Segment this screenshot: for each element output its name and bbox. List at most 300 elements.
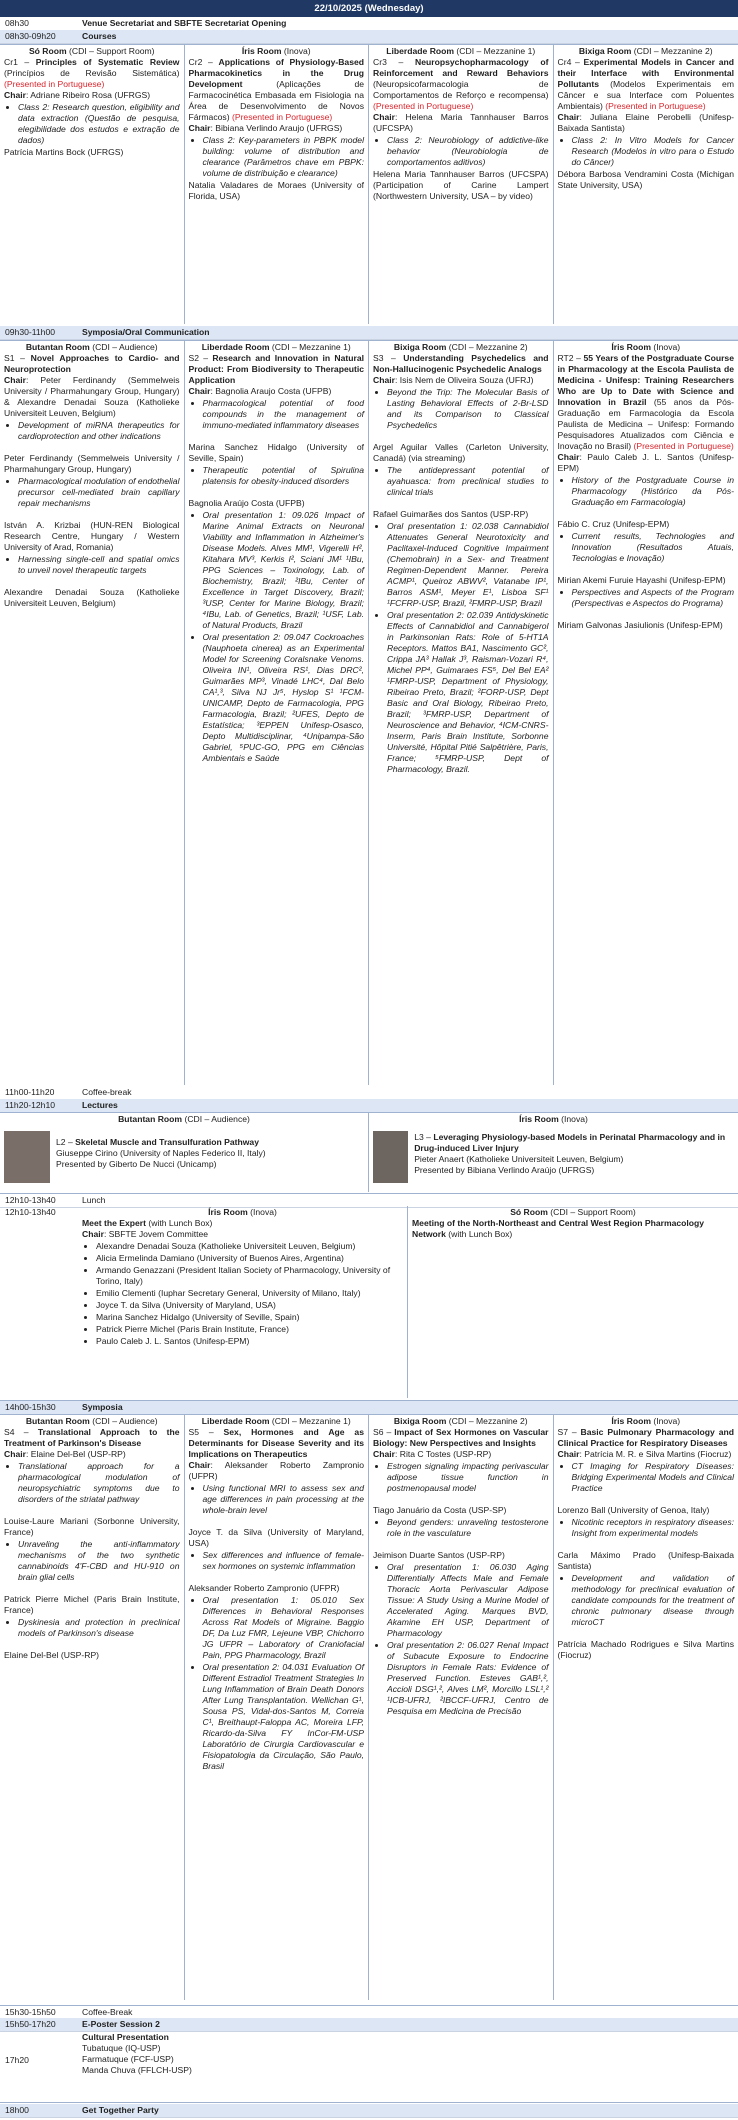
- talk-item: [572, 587, 735, 609]
- session-code: Cr2 –: [188, 57, 219, 67]
- talk-speaker: Lorenzo Ball (University of Genoa, Italy): [557, 1505, 710, 1515]
- talk-item: [203, 1550, 365, 1572]
- talk-item: [387, 1562, 549, 1639]
- talk-list: [373, 1562, 549, 1639]
- coffee-label: Coffee-Break: [82, 2007, 133, 2017]
- cultural-item: Tubatuque (IQ-USP): [82, 2043, 161, 2053]
- lecture-presenter: Presented by Bibiana Verlindo Araújo (UFRGS): [414, 1165, 595, 1175]
- gap: [4, 443, 180, 453]
- time-cell: 15h30-15h50: [5, 2007, 56, 2017]
- chair-name: : Isis Nem de Oliveira Souza (UFRJ): [394, 375, 534, 385]
- chair-name: : SBFTE Jovem Committee: [103, 1229, 209, 1239]
- session-title: Impact of Sex Hormones on Vascular Biology: New Perspectives and Insights: [373, 1427, 549, 1448]
- lecture-l3: [369, 1113, 738, 1192]
- speaker-photo: [373, 1131, 408, 1183]
- session-title: Principles of Systematic Review: [35, 57, 180, 67]
- gap: [373, 1495, 549, 1505]
- room-name: [4, 342, 180, 353]
- gap: [558, 1495, 735, 1505]
- meet-the-expert: [78, 1206, 408, 1398]
- chair: [373, 375, 549, 386]
- session-code: S1 –: [4, 353, 31, 363]
- room-label: Liberdade Room: [386, 46, 455, 56]
- cultural-item: Manda Chuva (FFLCH-USP): [82, 2065, 192, 2075]
- room-sub: (Inova): [651, 342, 681, 352]
- portuguese-note: (Presented in Portuguese): [373, 101, 474, 111]
- speaker-photo: [4, 1131, 50, 1183]
- talk-list: [4, 1461, 180, 1505]
- talk-item: [387, 135, 549, 168]
- lecture-l2: [0, 1113, 369, 1192]
- opening-label: Venue Secretariat and SBFTE Secretariat Opening: [82, 18, 287, 28]
- talk-title: CT Imaging for Respiratory Diseases: Bridging Experimental Models and Clinical Practice: [571, 1461, 734, 1493]
- party-label: Get Together Party: [82, 2105, 159, 2115]
- session-column: [0, 341, 185, 1085]
- talk-title: Translational approach for a pharmacological modulation of neuropsychiatric symptoms due to disorders of the striatal pathway: [18, 1461, 180, 1504]
- lecture-title: Skeletal Muscle and Transulfuration Pathway: [75, 1137, 259, 1147]
- session-title: Basic Pulmonary Pharmacology and Clinical Practice for Respiratory Diseases: [557, 1427, 734, 1448]
- session-column: [185, 1415, 370, 2000]
- time-cell: 08h30: [5, 18, 29, 28]
- section-label: Symposia: [82, 1402, 123, 1412]
- talk-list: [373, 1640, 549, 1717]
- talk-speaker: Miriam Galvonas Jasiulionis (Unifesp-EPM): [557, 620, 723, 630]
- party-row: [0, 2104, 738, 2118]
- session-heading: [558, 1427, 735, 1449]
- expert-item: • Marina Sanchez Hidalgo (University of Seville, Spain): [96, 1312, 403, 1323]
- meeting-title: Meeting of the North-Northeast and Central West Region Pharmacology Network: [412, 1218, 705, 1239]
- session-heading: [558, 353, 735, 452]
- courses-grid: [0, 44, 738, 324]
- talk-list: [373, 521, 549, 609]
- talk-speaker: Joyce T. da Silva (University of Maryland, USA): [188, 1527, 364, 1548]
- session-code: S5 –: [188, 1427, 224, 1437]
- chair-name: : Peter Ferdinandy (Semmelweis University / Pharmahungary Group, Hungary) & Alexandre Denadai Souza (Katholieke Universiteit Leuven, Belgium): [4, 375, 180, 418]
- chair: [4, 375, 180, 419]
- expert-item: • Alexandre Denadai Souza (Katholieke Universiteit Leuven, Belgium): [96, 1241, 403, 1252]
- chair: [558, 452, 735, 474]
- room-sub: (CDI – Support Room): [66, 46, 155, 56]
- room-label: Butantan Room: [118, 1114, 183, 1124]
- talk-list: [4, 1539, 180, 1583]
- room-name: [189, 1416, 365, 1427]
- gap: [4, 1506, 180, 1516]
- room-label: Íris Room: [611, 342, 651, 352]
- time-cell: 08h30-09h20: [5, 31, 56, 41]
- session-column: [369, 45, 554, 324]
- talk-item: [203, 1595, 365, 1661]
- gap: [558, 509, 735, 519]
- talk-title: Therapeutic potential of Spirulina platensis for obesity-induced disorders: [202, 465, 364, 486]
- lectures-grid: [0, 1112, 738, 1192]
- room-name: [373, 1416, 549, 1427]
- talk-title: Class 2: Key-parameters in PBPK model building: volume of distribution and clearance (Parâmetros chave em PBPK: volume de distribuição e clearance): [202, 135, 364, 178]
- talk-list: [373, 135, 549, 168]
- talk-speaker: Rafael Guimarães dos Santos (USP-RP): [373, 509, 529, 519]
- talk-speaker: Louise-Laure Mariani (Sorbonne University, France): [4, 1516, 180, 1537]
- chair: [4, 90, 180, 101]
- room-sub: (Inova): [651, 1416, 681, 1426]
- chair: [558, 112, 735, 134]
- session-code: S4 –: [4, 1427, 38, 1437]
- talk-list: [373, 465, 549, 498]
- room-label: Íris Room: [519, 1114, 559, 1124]
- talk-speaker: Peter Ferdinandy (Semmelweis University / Pharmahungary Group, Hungary): [4, 453, 180, 474]
- room-sub: (CDI – Audience): [89, 342, 158, 352]
- coffee-row-1: [0, 1086, 738, 1100]
- lecture-title: Leveraging Physiology-based Models in Perinatal Pharmacology and in Drug-induced Liver Injury: [414, 1132, 726, 1153]
- lecture-presenter: Presented by Giberto De Nucci (Unicamp): [56, 1159, 217, 1169]
- talk-title: Estrogen signaling impacting perivascular adipose tissue function in postmenopausal model: [387, 1461, 549, 1493]
- chair: [4, 1449, 180, 1460]
- session-title: Translational Approach to the Treatment of Parkinson's Disease: [4, 1427, 180, 1448]
- session-code: RT2 –: [557, 353, 584, 363]
- date-header: 22/10/2025 (Wednesday): [0, 0, 738, 17]
- talk-list: [189, 632, 365, 764]
- chair-label: Chair: [373, 1449, 395, 1459]
- talk-title: Class 2: Neurobiology of addictive-like behavior (Neurobiologia de comportamentos aditivos): [387, 135, 549, 167]
- talk-item: [203, 632, 365, 764]
- time-cell: 12h10-13h40: [5, 1207, 56, 1217]
- talk-item: [203, 510, 365, 631]
- talk-speaker: Tiago Januário da Costa (USP-SP): [373, 1505, 507, 1515]
- talk-item: [387, 521, 549, 609]
- talk-list: [558, 1517, 735, 1539]
- gap: [373, 1540, 549, 1550]
- room-label: Só Room: [28, 46, 67, 56]
- gap: [189, 1573, 365, 1583]
- gap: [4, 1584, 180, 1594]
- gap: [4, 1640, 180, 1650]
- session-column: [554, 45, 738, 324]
- talk-title: Sex differences and influence of female-sex hormones on systemic inflammation: [202, 1550, 364, 1571]
- session-code: S2 –: [188, 353, 213, 363]
- time-cell: 14h00-15h30: [5, 1402, 56, 1412]
- talk-speaker: Bagnolia Araújo Costa (UFPB): [188, 498, 305, 508]
- room-name: [412, 1207, 734, 1218]
- cultural-presentation: [78, 2031, 738, 2102]
- talk-list: [558, 475, 735, 508]
- chair-name: : Elaine Del-Bel (USP-RP): [25, 1449, 126, 1459]
- lecture-speaker: Giuseppe Cirino (University of Naples Federico II, Italy): [56, 1148, 266, 1158]
- talk-list: [189, 1595, 365, 1661]
- talk-title: Oral presentation 2: 04.031 Evaluation Of Different Estradiol Treatment Strategies In Lung Inflammation of Brain Death Donors After Lung Transplantation. Wellichan G¹, Sousa PS, Vidal-dos-Santos M, Correia C¹, Breithaupt-Faloppa AC, Moreira LFP, Ricardo-da-Silva FY InCor-FM-USP Laboratório de Cirurgia Cardiovascular e Fisiopatologia da Circulação, São Paulo, Brasil: [202, 1662, 364, 1771]
- talk-item: [18, 1539, 180, 1583]
- talk-item: [18, 476, 180, 509]
- chair-label: Chair: [557, 1449, 580, 1459]
- lecture-code: L2 –: [56, 1137, 76, 1147]
- talk-speaker: Argel Aguilar Valles (Carleton University, Canadá) (via streaming): [373, 442, 549, 463]
- talk-title: The antidepressant potential of ayahuasca: from preclinical studies to clinical trials: [387, 465, 549, 497]
- talk-list: [189, 1550, 365, 1572]
- session-column: [185, 341, 370, 1085]
- portuguese-note: (Presented in Portuguese): [4, 79, 105, 89]
- section-label: Lectures: [82, 1100, 118, 1110]
- session-heading: [4, 353, 180, 375]
- room-sub: (CDI – Mezzanine 1): [269, 1416, 351, 1426]
- session-title: Understanding Psychedelics and Non-Hallucinogenic Psychedelic Analogs: [373, 353, 549, 374]
- expert-item: • Paulo Caleb J. L. Santos (Unifesp-EPM): [96, 1336, 403, 1347]
- expert-list: [82, 1241, 403, 1347]
- talk-list: [558, 1573, 735, 1628]
- talk-list: [189, 510, 365, 631]
- talk-speaker: Alexandre Denadai Souza (Katholieke Universiteit Leuven, Belgium): [4, 587, 180, 608]
- room-sub: (CDI – Audience): [182, 1114, 250, 1124]
- talk-speaker: Patrícia Martins Bock (UFRGS): [4, 147, 124, 157]
- expert-item: • Patrick Pierre Michel (Paris Brain Institute, France): [96, 1324, 403, 1335]
- session-column: [554, 1415, 738, 2000]
- gap: [189, 488, 365, 498]
- expert-item: • Alicia Ermelinda Damiano (University of Buenos Aires, Argentina): [96, 1253, 403, 1264]
- talk-item: [572, 531, 735, 564]
- talk-item: [18, 102, 180, 146]
- chair-label: Chair: [4, 90, 26, 100]
- talk-item: [387, 387, 549, 431]
- room-sub: (Inova): [281, 46, 311, 56]
- talk-title: Oral presentation 2: 09.047 Cockroaches (Nauphoeta cinerea) as an Experimental Model for Screening Coralsnake Venoms. Oliveira IN¹, Oliveira RS¹, Dias DRC², Guimarães MP³, Vinadé LHC⁴, Dal Belo CA¹,³, Silva NJ Jr⁵, Hyslop S¹ ¹FCM-UNICAMP, Depto de Farmacologia, PPG Farmacologia, Brazil; ²UFES, Depto de Estatística; ³EPPEN Unifesp-Osasco, Depto Multidisciplinar, ⁴Unipampa-São Gabriel, ⁵PUC-GO, PPG em Ciências Ambientais e Saúde: [202, 632, 364, 763]
- room-name: [558, 46, 735, 57]
- talk-title: Nicotinic receptors in respiratory diseases: Insight from experimental models: [571, 1517, 734, 1538]
- room-sub: (CDI – Mezzanine 1): [454, 46, 536, 56]
- talk-item: [387, 610, 549, 775]
- session-code: S7 –: [557, 1427, 581, 1437]
- room-sub: (CDI – Audience): [89, 1416, 158, 1426]
- talk-item: [203, 135, 365, 179]
- talk-item: [18, 1461, 180, 1505]
- symposia-header-1: [0, 326, 738, 340]
- time-cell: 11h20-12h10: [5, 1100, 56, 1110]
- room-sub: (CDI – Mezzanine 2): [446, 342, 528, 352]
- session-column: [0, 45, 185, 324]
- room-label: Bixiga Room: [393, 342, 447, 352]
- talk-speaker: Helena Maria Tannhauser Barros (UFCSPA) (Participation of Carine Lampert (Northwestern University, USA – by video): [373, 169, 549, 201]
- talk-title: Oral presentation 2: 02.039 Antidyskinetic Effects of Cannabidiol and Cannabigerol in Parkinsonian Rats: Role of 5-HT1A Receptors. Mattos BA1, Nascimento GC², Crippa JA³ Hallak J³, Raisman-Vozari R⁴, Michel PP⁴, Guimaraes FS⁵, Del Bel EA² ¹FMRP-USP, Department of Physiology, Ribeirao Preto, Brazil; ²FORP-USP, Dept Basic and Oral Biology, Ribeirao Preto, Brazil; ³FMRP-USP, Department of Neuroscience and Behavior, ⁴ICM-CNRS-Inserm, Paris Brain Institute, Sorbonne Université, Hôpital Pitié Salpêtrière, Paris, France; ⁵FMRP-USP, Dept of Pharmacology, Brazil.: [387, 610, 549, 774]
- expert-item: • Joyce T. da Silva (University of Maryland, USA): [96, 1300, 403, 1311]
- talk-list: [189, 398, 365, 431]
- chair-name: : Aleksander Roberto Zampronio (UFPR): [188, 1460, 364, 1481]
- talk-title: History of the Postgraduate Course in Pharmacology (Histórico da Pós-Graduação em Farmacologia): [571, 475, 734, 507]
- room-name: [4, 1114, 364, 1125]
- session-column: [369, 341, 554, 1085]
- session-column: [0, 1415, 185, 2000]
- room-label: Íris Room: [611, 1416, 651, 1426]
- chair: [558, 1449, 735, 1460]
- chair-label: Chair: [557, 452, 580, 462]
- chair-name: : Juliana Elaine Perobelli (Unifesp-Baixada Santista): [557, 112, 734, 133]
- session-subtitle: (Neuropsicofarmacologia de Comportamentos de Reforço e recompensa): [373, 79, 549, 100]
- talk-speaker: Marina Sanchez Hidalgo (University of Seville, Spain): [188, 442, 364, 463]
- talk-title: Class 2: Research question, eligibility and data extraction (Questão de pesquisa, elegibilidade dos estudos e extração de dados): [18, 102, 180, 145]
- gap: [558, 610, 735, 620]
- talk-item: [572, 1461, 735, 1494]
- coffee-label: Coffee-break: [82, 1087, 132, 1097]
- talk-item: [572, 1517, 735, 1539]
- chair-label: Chair: [373, 112, 395, 122]
- session-heading: [189, 1427, 365, 1460]
- room-sub: (CDI – Mezzanine 2): [446, 1416, 528, 1426]
- room-label: Liberdade Room: [201, 342, 270, 352]
- chair-label: Chair: [82, 1229, 104, 1239]
- room-label: Só Room: [510, 1207, 548, 1217]
- poster-label: E-Poster Session 2: [82, 2019, 160, 2029]
- section-label: Courses: [82, 31, 117, 41]
- lecture-speaker: Pieter Anaert (Katholieke Universiteit Leuven, Belgium): [414, 1154, 624, 1164]
- room-name: [82, 1207, 403, 1218]
- time-cell: 17h20: [5, 2055, 29, 2065]
- session-title: 55 Years of the Postgraduate Course in Pharmacology at the Escola Paulista de Medicina - Unifesp: Training Researchers Who are Up to Date with Science and Innovation in Brazil: [557, 353, 734, 407]
- gap: [4, 510, 180, 520]
- session-column: [185, 45, 370, 324]
- time-cell: 11h00-11h20: [5, 1087, 55, 1097]
- talk-title: Development and validation of methodology for preclinical evaluation of candidate compounds for the treatment of chronic pulmonary disease through microCT: [571, 1573, 734, 1627]
- talk-list: [189, 465, 365, 487]
- symposia-header-2: [0, 1400, 738, 1415]
- room-name: [558, 342, 735, 353]
- talk-speaker: Natalia Valadares de Moraes (University of Florida, USA): [188, 180, 364, 201]
- session-subtitle: (55 anos da Pós-Graduação em Farmacologia da Escola Paulista de Medicina – Unifesp: Formando Pesquisadores Atualizados com Ciência e Inovação no Brasil): [557, 397, 735, 451]
- talk-speaker: Aleksander Roberto Zampronio (UFPR): [188, 1583, 340, 1593]
- portuguese-note: (Presented in Portuguese): [605, 101, 706, 111]
- time-cell: 12h10-13h40: [5, 1195, 56, 1205]
- network-meeting: [408, 1206, 738, 1398]
- talk-title: Oral presentation 2: 06.027 Renal Impact of Subacute Exposure to Endocrine Disruptors in Female Rats: Evidence of Preserved Function. Esteves GAB¹,², Accioli DSG¹,², Alves LM², Morcillo LSL¹,² ¹ICB-UFRJ, ²IBCCF-UFRJ, Centro de Pesquisa em Medicina de Precisão: [387, 1640, 549, 1716]
- talk-list: [373, 387, 549, 431]
- session-column: [369, 1415, 554, 2000]
- talk-title: Oral presentation 1: 06.030 Aging Differentially Affects Male and Female Thoracic Aorta Perivascular Adipose Tissue: A Study Using a Murine Model of Accelerated Aging. Marques BVD, Akamine EH USP, Department of Pharmacology: [387, 1562, 549, 1638]
- meeting-title-sub: (with Lunch Box): [445, 1229, 513, 1239]
- talk-item: [18, 1617, 180, 1639]
- session-heading: [373, 57, 549, 112]
- cultural-title: Cultural Presentation: [82, 2032, 169, 2042]
- talk-title: Pharmacological potential of food compounds in the management of immuno-mediated inflammatory diseases: [202, 398, 364, 430]
- talk-list: [373, 610, 549, 775]
- talk-speaker: Carla Máximo Prado (Unifesp-Baixada Santista): [557, 1550, 734, 1571]
- session-code: S6 –: [373, 1427, 395, 1437]
- talk-speaker: Mirian Akemi Furuie Hayashi (Unifesp-EPM): [557, 575, 726, 585]
- talk-list: [189, 1483, 365, 1516]
- talk-list: [189, 135, 365, 179]
- opening-row: [0, 17, 738, 31]
- session-subtitle: (Aplicações de Farmacocinética Embasada em Fisiologia na Área de Desenvolvimento de Novos Fármacos): [188, 79, 364, 122]
- chair-name: : Helena Maria Tannhauser Barros (UFCSPA): [373, 112, 549, 133]
- session-heading: [189, 353, 365, 386]
- talk-list: [4, 102, 180, 146]
- chair-name: : Bibiana Verlindo Araujo (UFRGS): [210, 123, 343, 133]
- talk-title: Oral presentation 1: 09.026 Impact of Marine Animal Extracts on Neuronal Viability and Inflammation in Alzheimer's Disease Models. Alves MM¹, Vigerelli H², Kitahara MV³, Kerkis I², Sciani JM¹ ¹IBu, PPG Sciences – Toxinology, Lab. of Biochemistry, Brazil; ²IBu, Center of Excellence in Target Discovery, Brazil; ³USP, Center for Marine Biology, Brazil; ⁴IBu, Lab. of Genetics, Brazil; ¹USF, Lab. of Natural Products, Brazil: [202, 510, 364, 630]
- room-name: [558, 1416, 735, 1427]
- room-name: [4, 46, 180, 57]
- room-sub: (Inova): [558, 1114, 588, 1124]
- portuguese-note: (Presented in Portuguese): [231, 112, 333, 122]
- room-sub: (CDI – Mezzanine 1): [269, 342, 351, 352]
- talk-list: [558, 531, 735, 564]
- session-heading: [558, 57, 735, 112]
- session-title: Novel Approaches to Cardio- and Neuroprotection: [4, 353, 180, 374]
- talk-speaker: Jeimison Duarte Santos (USP-RP): [373, 1550, 505, 1560]
- talk-item: [387, 465, 549, 498]
- meet-title: Meet the Expert: [82, 1218, 146, 1228]
- talk-title: Class 2: In Vitro Models for Cancer Research (Modelos in vitro para o Estudo do Câncer): [571, 135, 734, 167]
- gap: [558, 1629, 735, 1639]
- time-cell: 18h00: [5, 2105, 29, 2115]
- talk-item: [203, 1483, 365, 1516]
- cultural-item: Farmatuque (FCF-USP): [82, 2054, 174, 2064]
- talk-title: Current results, Technologies and Innovation (Resultados Atuais, Tecnologias e Inovação): [571, 531, 734, 563]
- lectures-header: [0, 1099, 738, 1113]
- symposia-grid-2: [0, 1414, 738, 2000]
- talk-list: [558, 587, 735, 609]
- chair-name: : Rita C Tostes (USP-RP): [394, 1449, 492, 1459]
- talk-title: Oral presentation 1: 05.010 Sex Differences in Behavioral Responses Across Rat Models of Migraine. Baggio DF, Da Luz FMR, Lejeune VBP, Chichorro JG UFPR – Laboratory of Craniofacial Pain, PPG Pharmacology, Brazil: [202, 1595, 364, 1660]
- session-subtitle: (Modelos Experimentais em Câncer e sua Interface com Poluentes Ambientais): [557, 79, 734, 111]
- lecture-code: L3 –: [414, 1132, 434, 1142]
- gap: [373, 499, 549, 509]
- room-label: Bixiga Room: [578, 46, 632, 56]
- chair-label: Chair: [188, 386, 211, 396]
- meet-title-sub: (with Lunch Box): [146, 1218, 213, 1228]
- gap: [558, 1540, 735, 1550]
- talk-speaker: Patrick Pierre Michel (Paris Brain Institute, France): [4, 1594, 180, 1615]
- chair-name: : Patrícia M. R. e Silva Martins (Fiocruz): [579, 1449, 732, 1459]
- session-code: Cr1 –: [4, 57, 36, 67]
- chair-name: : Bagnolia Araujo Costa (UFPB): [210, 386, 332, 396]
- talk-list: [558, 1461, 735, 1494]
- portuguese-note: (Presented in Portuguese): [633, 441, 734, 451]
- talk-speaker: Fábio C. Cruz (Unifesp-EPM): [557, 519, 670, 529]
- chair-name: : Adriane Ribeiro Rosa (UFRGS): [25, 90, 151, 100]
- session-heading: [373, 1427, 549, 1449]
- session-heading: [189, 57, 365, 123]
- talk-item: [572, 475, 735, 508]
- talk-list: [189, 1662, 365, 1772]
- talk-item: [18, 420, 180, 442]
- chair: [189, 1460, 365, 1482]
- talk-title: Oral presentation 1: 02.038 Cannabidiol Attenuates General Neurotoxicity and Paclitaxel-Induced Cognitive Impairment (Chemobrain) in a Sex- and Treatment Regimen-Dependent Manner. Pereira ACMP¹, Queiroz ABWV², Vatanabe IP¹, Barros ASM¹, Meyer E¹, Lisboa SF¹ ¹FCFRP-USP, Brazil, ²FMRP-USP, Brazil: [387, 521, 549, 608]
- talk-list: [4, 420, 180, 442]
- room-sub: (CDI – Support Room): [547, 1207, 636, 1217]
- gap: [189, 432, 365, 442]
- room-label: Butantan Room: [25, 1416, 90, 1426]
- talk-title: Harnessing single-cell and spatial omics to unveil novel therapeutic targets: [18, 554, 180, 575]
- chair: [373, 1449, 549, 1460]
- session-subtitle: (Princípios de Revisão Sistemática): [4, 68, 180, 78]
- room-name: [4, 1416, 180, 1427]
- talk-speaker: Elaine Del-Bel (USP-RP): [4, 1650, 100, 1660]
- room-name: [373, 1114, 734, 1125]
- talk-title: Development of miRNA therapeutics for cardioprotection and other indications: [18, 420, 180, 441]
- gap: [4, 577, 180, 587]
- lunch-label: Lunch: [82, 1195, 106, 1205]
- talk-list: [373, 1461, 549, 1494]
- gap: [189, 1517, 365, 1527]
- talk-item: [203, 1662, 365, 1772]
- time-cell: 15h50-17h20: [5, 2019, 56, 2029]
- talk-item: [387, 1640, 549, 1717]
- talk-title: Perspectives and Aspects of the Program (Perspectivas e Aspectos do Programa): [571, 587, 734, 608]
- chair-label: Chair: [4, 1449, 26, 1459]
- room-name: [189, 46, 365, 57]
- talk-item: [203, 465, 365, 487]
- talk-title: Unraveling the anti-inflammatory mechanisms of the two synthetic cannabinoids 4'F-CBD and HU-910 on brain glial cells: [18, 1539, 180, 1582]
- talk-speaker: Patrícia Machado Rodrigues e Silva Martins (Fiocruz): [557, 1639, 734, 1660]
- talk-speaker: István A. Krizbai (HUN-REN Biological Research Centre, Hungary / Western University of Arad, Romania): [4, 520, 180, 552]
- section-label: Symposia/Oral Communication: [82, 327, 210, 337]
- room-name: [373, 342, 549, 353]
- room-label: Íris Room: [208, 1207, 248, 1217]
- room-sub: (CDI – Mezzanine 2): [631, 46, 713, 56]
- session-title: Experimental Models in Cancer and their Interface with Environmental Pollutants: [557, 57, 734, 89]
- talk-list: [373, 1517, 549, 1539]
